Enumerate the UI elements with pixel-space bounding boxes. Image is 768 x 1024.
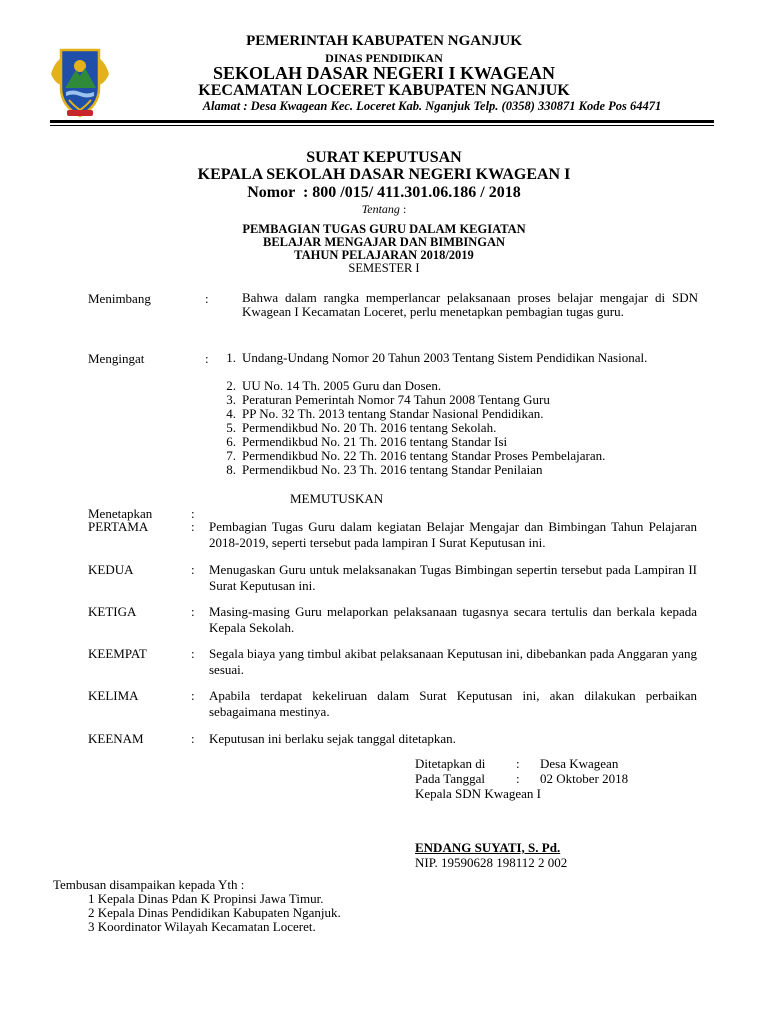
decision-text-ketiga: Masing-masing Guru melaporkan pelaksanaan tugasnya secara tertulis dan berkala kepada Kepala Sekolah. [209,604,697,635]
menetapkan-label: Menetapkan [88,506,153,521]
decision-label-keenam: KEENAM [88,731,144,746]
decision-colon: : [191,688,195,703]
kop-divider-thick [50,120,714,123]
item-text: UU No. 14 Th. 2005 Guru dan Dosen. [242,378,442,393]
item-text: Permendikbud No. 20 Th. 2016 tentang Sekolah. [242,420,497,435]
decision-text-keempat: Segala biaya yang timbul akibat pelaksanaan Keputusan ini, dibebankan pada Anggaran yang sesuai. [209,646,697,677]
decision-colon: : [191,646,195,661]
signatory-position: Kepala SDN Kwagean I [415,786,541,801]
menimbang-colon: : [205,291,209,306]
item-number: 7. [226,448,236,463]
mengingat-colon: : [205,351,209,366]
menetapkan-colon: : [191,506,195,521]
item-text: Permendikbud No. 21 Th. 2016 tentang Standar Isi [242,434,508,449]
decision-label-kedua: KEDUA [88,562,134,577]
decision-colon: : [191,519,195,534]
item-number: 2. [226,378,236,393]
item-text: Peraturan Pemerintah Nomor 74 Tahun 2008 Tentang Guru [242,392,550,407]
menimbang-label: Menimbang [88,291,151,306]
decision-colon: : [191,731,195,746]
menimbang-text: Bahwa dalam rangka memperlancar pelaksanaan proses belajar mengajar di SDN Kwagean I Kecamatan Loceret, perlu menetapkan pembagian tugas guru. [242,290,698,319]
tembusan-item: 2 Kepala Dinas Pendidikan Kabupaten Nganjuk. [88,905,341,920]
decision-label-kelima: KELIMA [88,688,139,703]
decision-text-kedua: Menugaskan Guru untuk melaksanakan Tugas Bimbingan sepertin tersebut pada Lampiran II Surat Keputusan ini. [209,562,697,593]
item-number: 5. [226,420,236,435]
tentang-label: Tentang [361,202,400,216]
kop-divider-thin [50,125,714,126]
tembusan-item: 3 Koordinator Wilayah Kecamatan Loceret. [88,919,316,934]
memutuskan-heading: MEMUTUSKAN [290,491,384,506]
decision-text-pertama: Pembagian Tugas Guru dalam kegiatan Belajar Mengajar dan Bimbingan Tahun Pelajaran 2018-2019, seperti tersebut pada lampiran I Surat Keputusan ini. [209,519,697,550]
item-number: 3. [226,392,236,407]
mengingat-item [218,351,700,379]
tembusan-item: 1 Kepala Dinas Pdan K Propinsi Jawa Timur. [88,891,324,906]
subject-line-3: TAHUN PELAJARAN 2018/2019 [294,248,474,262]
signed-place-value: Desa Kwagean [540,756,619,771]
kop-government: PEMERINTAH KABUPATEN NGANJUK [246,33,522,49]
item-text: PP No. 32 Th. 2013 tentang Standar Nasional Pendidikan. [242,406,544,421]
signed-date-value: 02 Oktober 2018 [540,771,629,786]
signed-date-label: Pada Tanggal [415,771,485,786]
item-number: 8. [226,462,236,477]
item-text: Permendikbud No. 22 Th. 2016 tentang Standar Proses Pembelajaran. [242,448,606,463]
item-number: 4. [226,406,236,421]
signatory-nip: NIP. 19590628 198112 2 002 [415,855,568,870]
tentang-line [0,202,768,217]
item-text: Permendikbud No. 23 Th. 2016 tentang Standar Penilaian [242,462,543,477]
kop-address: Alamat : Desa Kwagean Kec. Loceret Kab. Nganjuk Telp. (0358) 330871 Kode Pos 64471 [202,99,662,113]
decision-colon: : [191,604,195,619]
kop-district: KECAMATAN LOCERET KABUPATEN NGANJUK [198,82,570,99]
decree-title: SURAT KEPUTUSAN [306,149,462,166]
decree-number: Nomor : 800 /015/ 411.301.06.186 / 2018 [247,184,521,201]
kop-school-name: SEKOLAH DASAR NEGERI I KWAGEAN [212,63,556,83]
decision-label-ketiga: KETIGA [88,604,137,619]
subject-line-2: BELAJAR MENGAJAR DAN BIMBINGAN [262,235,506,249]
tentang-colon: : [399,202,407,216]
subject-semester: SEMESTER I [348,261,420,275]
signed-place-label: Ditetapkan di [415,756,486,771]
tembusan-heading: Tembusan disampaikan kepada Yth : [53,877,245,892]
decision-text-kelima: Apabila terdapat kekeliruan dalam Surat Keputusan ini, akan dilakukan perbaikan sebagaimana mestinya. [209,688,697,719]
item-text: Undang-Undang Nomor 20 Tahun 2003 Tentang Sistem Pendidikan Nasional. [242,350,648,365]
kop-department: DINAS PENDIDIKAN [325,51,443,65]
mengingat-label: Mengingat [88,351,145,366]
signatory-name: ENDANG SUYATI, S. Pd. [415,840,561,855]
decision-text-keenam: Keputusan ini berlaku sejak tanggal ditetapkan. [209,731,456,746]
item-number: 1. [226,350,236,365]
signed-place-colon: : [516,756,520,771]
signed-date-colon: : [516,771,520,786]
decision-label-keempat: KEEMPAT [88,646,147,661]
decision-label-pertama: PERTAMA [88,519,149,534]
decision-colon: : [191,562,195,577]
subject-line-1: PEMBAGIAN TUGAS GURU DALAM KEGIATAN [242,222,526,236]
item-number: 6. [226,434,236,449]
decree-issuer: KEPALA SEKOLAH DASAR NEGERI KWAGEAN I [197,166,571,183]
